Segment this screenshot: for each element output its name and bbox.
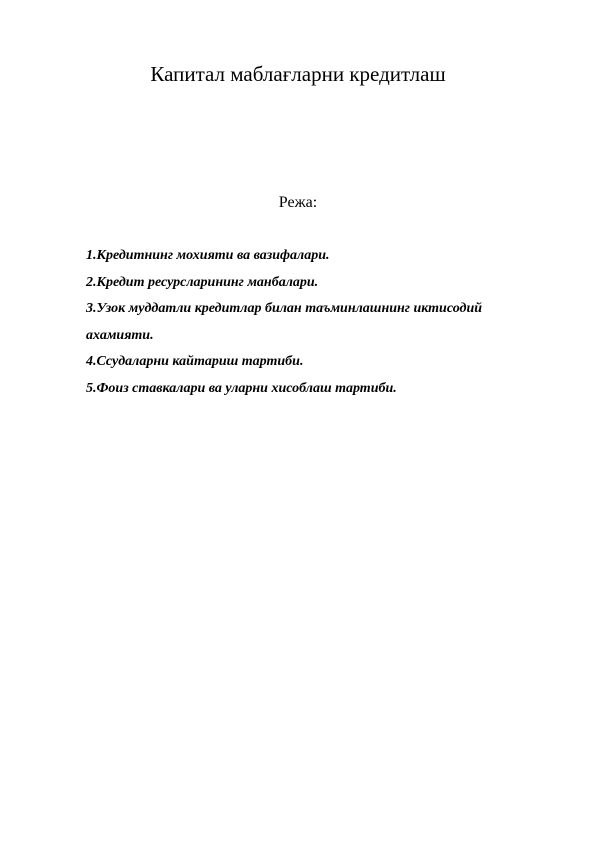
plan-item-5: 5.Фоиз ставкалари ва уларни хисоблаш тартиби.: [86, 380, 397, 396]
plan-list: [86, 243, 556, 402]
plan-item-2: 2.Кредит ресурсларининг манбалари.: [86, 274, 319, 290]
plan-item-4: 4.Ссудаларни кайтариш тартиби.: [86, 354, 304, 369]
plan-item-3-continuation: ахамияти.: [86, 327, 154, 343]
plan-item-1: 1.Кредитнинг мохияти ва вазифалари.: [86, 248, 330, 263]
plan-heading: Режа:: [278, 194, 318, 211]
plan-item-3: 3.Узок муддатли кредитлар билан таъминлашнинг иктисодий: [86, 301, 483, 316]
document-title: Капитал маблағларни кредитлаш: [150, 62, 446, 86]
